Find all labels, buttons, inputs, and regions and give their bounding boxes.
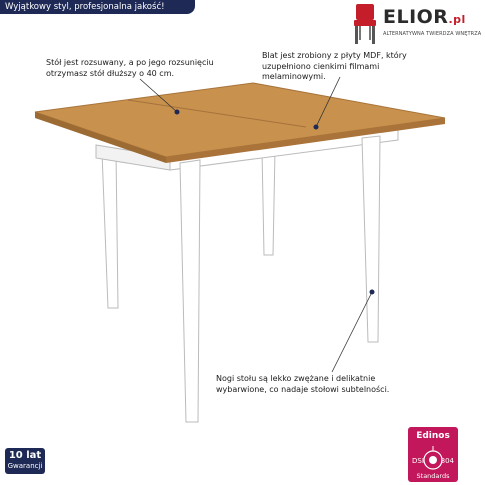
table-leg-back-right: [262, 150, 275, 255]
brand-tagline: ALTERNATYWNA TWIERDZA WNĘTRZA: [383, 31, 482, 37]
table-leg-front-right: [362, 136, 380, 342]
brand-domain-suffix: .pl: [448, 13, 466, 26]
brand-name-text: ELIOR: [383, 6, 449, 28]
annotation-line: Nogi stołu są lekko zwężane i delikatnie: [216, 374, 376, 383]
annotation-extension: [46, 58, 214, 79]
table-leg-front-left: [180, 160, 200, 422]
certificate-label: Standards: [416, 472, 450, 480]
certificate-badge: [408, 427, 458, 482]
annotation-line: melaminowymi.: [262, 72, 326, 81]
table-leg-back-left: [102, 152, 118, 308]
certificate-code-right: 804: [440, 457, 454, 465]
annotation-line: Stół jest rozsuwany, a po jego rozsunięciu: [46, 58, 214, 67]
annotation-tabletop: [262, 51, 407, 83]
certificate-code-left: DSI: [412, 457, 424, 465]
certificate-name: Edinos: [416, 431, 450, 441]
warranty-years: 10 lat: [8, 450, 42, 461]
callout-dot-tabletop: [314, 125, 319, 130]
annotation-line: otrzymasz stół dłuższy o 40 cm.: [46, 68, 175, 78]
annotation-line: uzupełniono cienkimi filmami: [262, 61, 380, 71]
annotation-line: wybarwione, co nadaje stołowi subtelności.: [216, 384, 390, 394]
callout-line-legs: [332, 292, 372, 372]
callout-dot-legs: [370, 290, 375, 295]
warranty-badge: [5, 448, 45, 474]
annotation-legs: [216, 374, 389, 395]
slogan-text: Wyjątkowy styl, profesjonalna jakość!: [5, 2, 165, 12]
warranty-label: Gwarancji: [7, 462, 43, 470]
callout-dot-extension: [175, 110, 180, 115]
annotation-line: Blat jest zrobiony z płyty MDF, który: [262, 51, 407, 60]
